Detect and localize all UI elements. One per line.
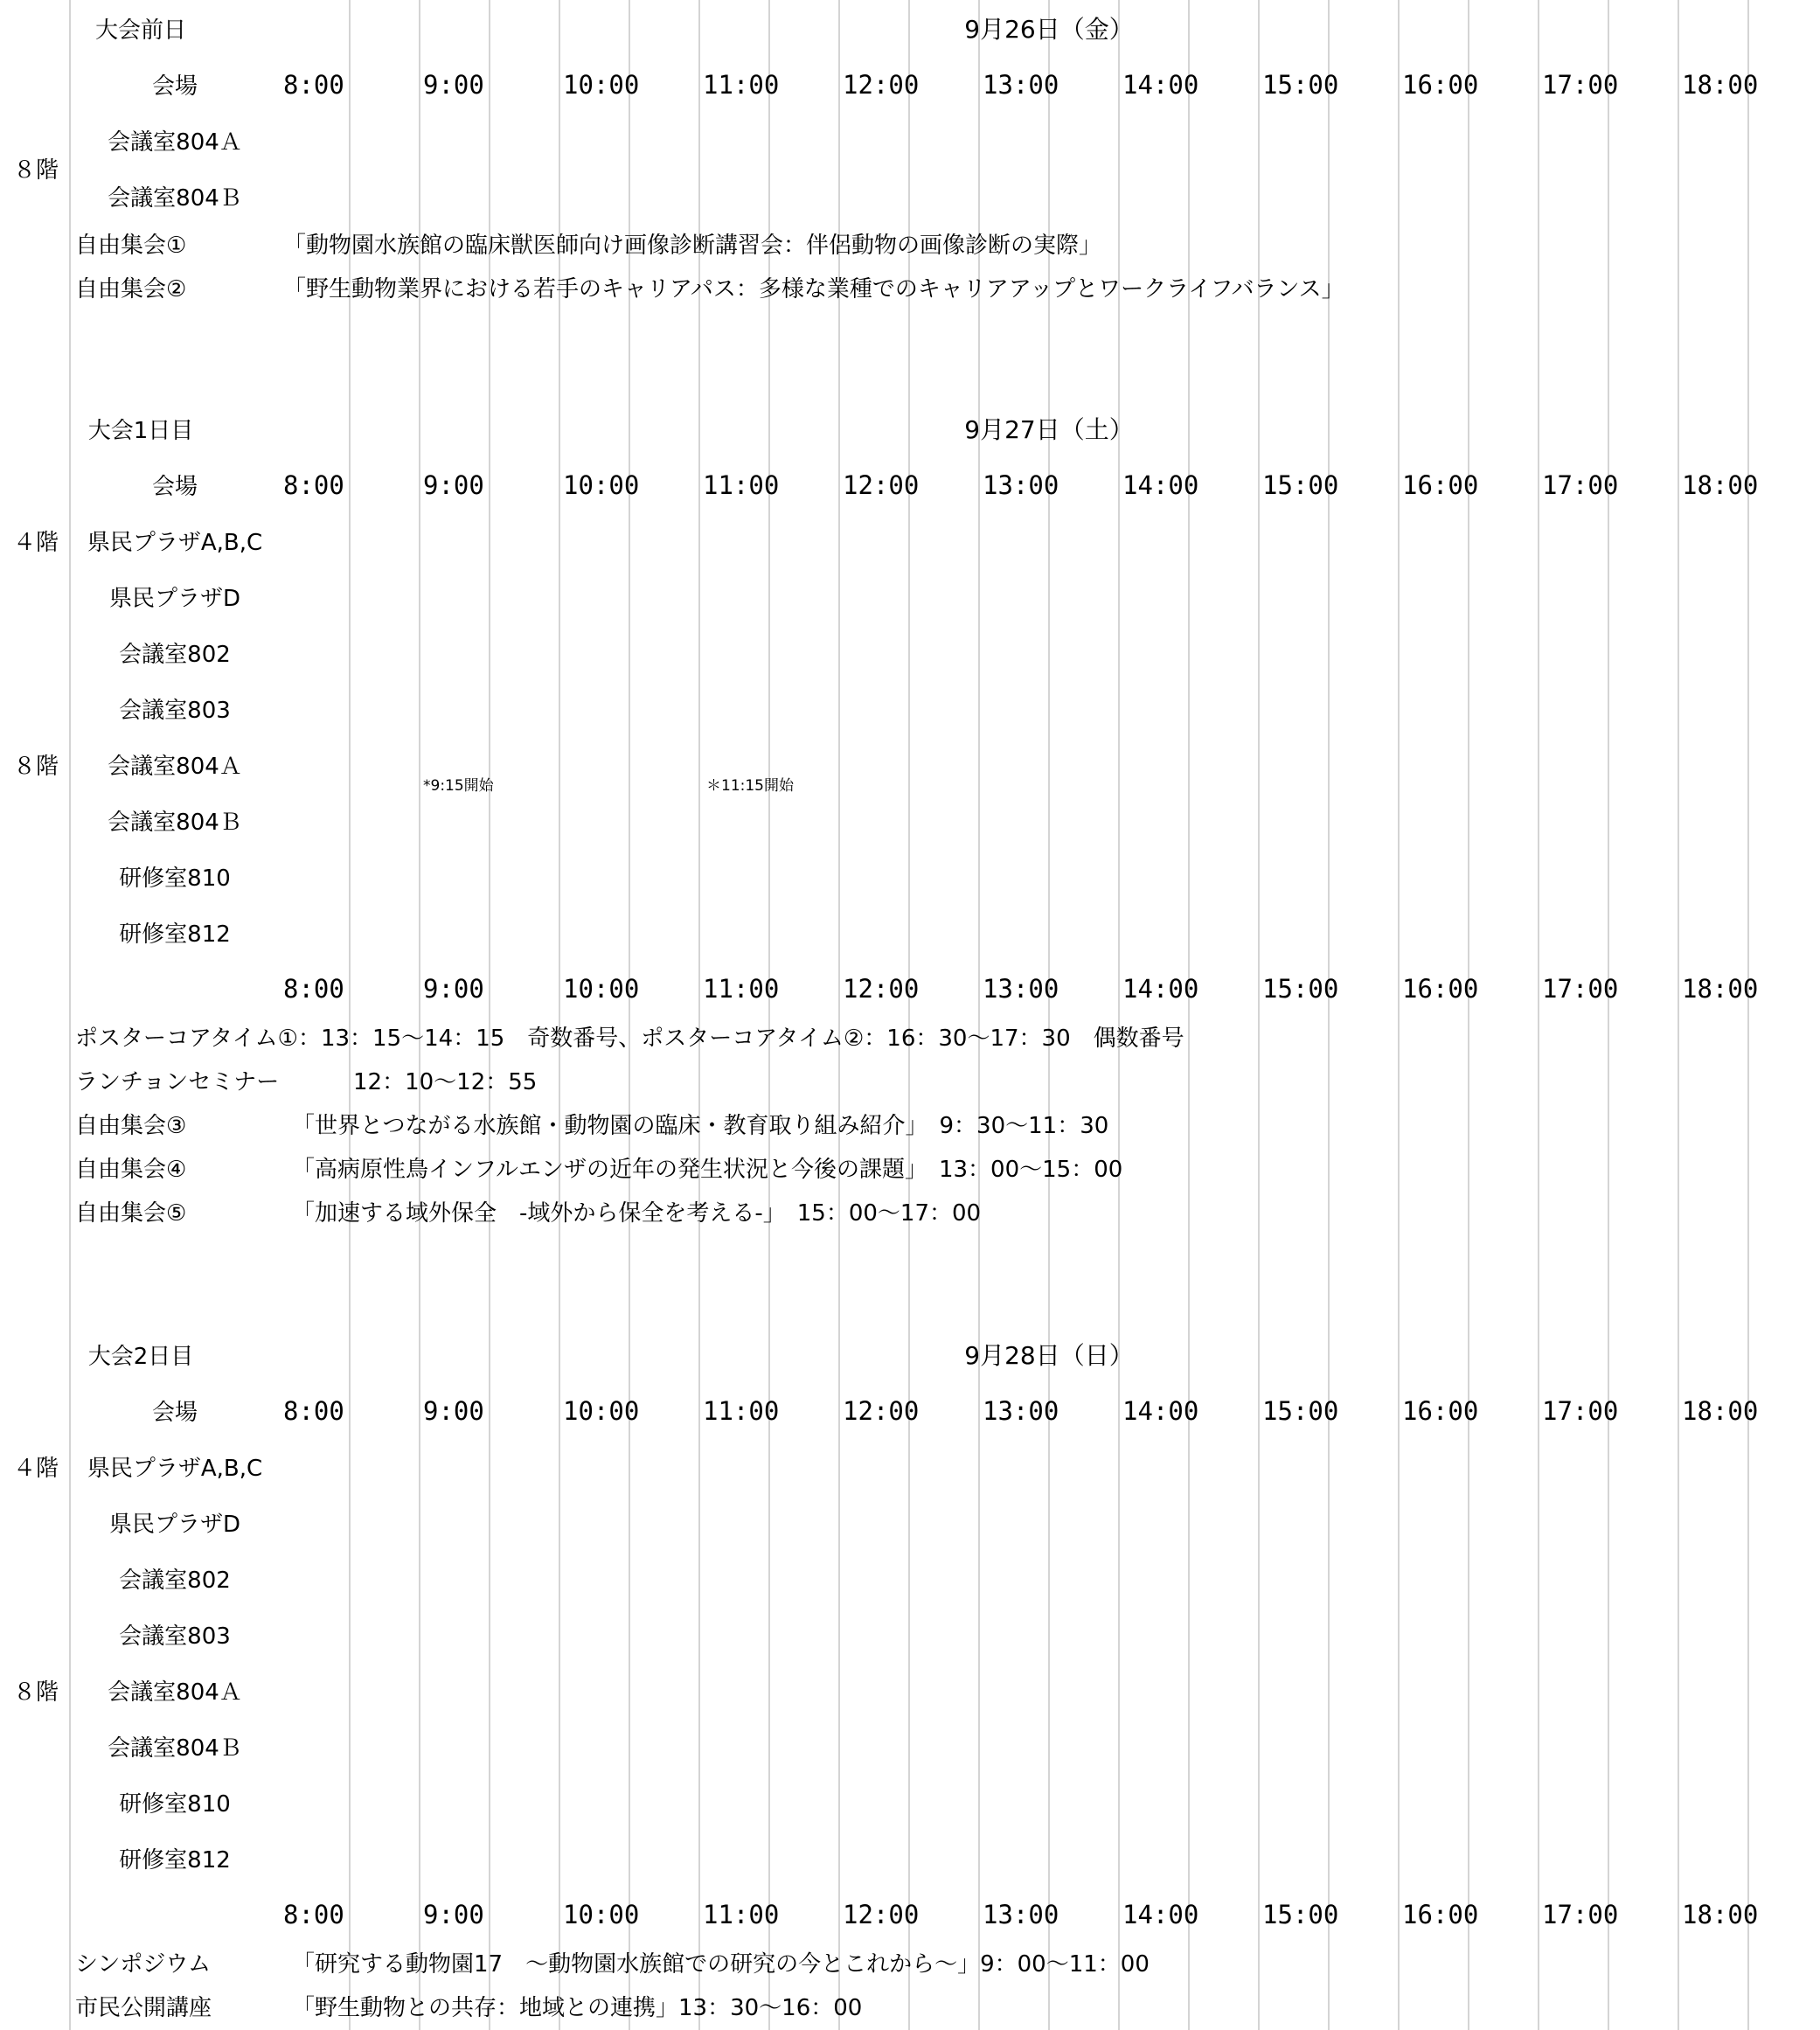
day2-date: 9月28日（日） [964, 1341, 1134, 1370]
day1-note-label: 自由集会⑤ [75, 1200, 187, 1227]
day1-note-label: ポスターコアタイム①：13：15〜14：15 奇数番号、ポスターコアタイム②：16：30〜17：30 偶数番号 [75, 1025, 1184, 1052]
day0-note-text: 「動物園水族館の臨床獣医師向け画像診断講習会：伴侶動物の画像診断の実際」 [283, 233, 1102, 259]
time-label: 17:00 [1542, 470, 1619, 500]
day0-venue-label: 会場 [151, 73, 198, 100]
grid-line [1188, 0, 1190, 2030]
time-label: 8:00 [283, 1396, 344, 1426]
time-label: 13:00 [983, 1900, 1059, 1929]
grid-line [1747, 0, 1749, 2030]
time-label: 17:00 [1542, 1396, 1619, 1426]
time-label: 9:00 [423, 974, 484, 1004]
day1-remark: ＊11:15開始 [706, 777, 794, 795]
grid-line [1258, 0, 1260, 2030]
day1-venue-label: 会場 [151, 473, 198, 500]
day2-room: 県民プラザD [108, 1511, 241, 1538]
day0-date: 9月26日（金） [964, 15, 1134, 44]
day1-date: 9月27日（土） [964, 415, 1134, 444]
day2-room: 県民プラザA,B,C [87, 1455, 263, 1482]
grid-line [768, 0, 770, 2030]
grid-line [489, 0, 490, 2030]
time-label: 8:00 [283, 974, 344, 1004]
day1-floor-4: ４階 [12, 529, 59, 556]
time-label: 16:00 [1402, 470, 1479, 500]
day1-note-text: 「世界とつながる水族館・動物園の臨床・教育取り組み紹介」 9：30〜11：30 [292, 1113, 1109, 1139]
time-label: 13:00 [983, 1396, 1059, 1426]
time-label: 17:00 [1542, 1900, 1619, 1929]
day1-room: 研修室810 [119, 865, 231, 892]
day2-room: 研修室812 [119, 1846, 231, 1874]
time-label: 15:00 [1262, 470, 1339, 500]
time-label: 15:00 [1262, 1900, 1339, 1929]
day2-note-label: シンポジウム [75, 1951, 212, 1978]
day1-note-label: 自由集会③ [75, 1113, 187, 1139]
day0-note-text: 「野生動物業界における若手のキャリアパス：多様な業種でのキャリアアップとワークライフバランス」 [283, 276, 1344, 302]
day1-room: 会議室802 [119, 641, 231, 668]
time-label: 11:00 [703, 974, 780, 1004]
time-label: 8:00 [283, 70, 344, 100]
grid-line [908, 0, 910, 2030]
time-label: 13:00 [983, 470, 1059, 500]
grid-line [1608, 0, 1609, 2030]
time-label: 13:00 [983, 70, 1059, 100]
time-label: 10:00 [563, 1396, 640, 1426]
day2-note-text: 「野生動物との共存：地域との連携」13：30〜16：00 [292, 1995, 863, 2021]
time-label: 12:00 [843, 470, 920, 500]
day1-note-label: ランチョンセミナー [75, 1069, 280, 1095]
time-label: 18:00 [1682, 1396, 1759, 1426]
day0-floor-8: ８階 [12, 156, 59, 184]
day2-floor-8: ８階 [12, 1679, 59, 1706]
time-label: 11:00 [703, 1396, 780, 1426]
time-label: 9:00 [423, 1396, 484, 1426]
time-label: 14:00 [1122, 974, 1199, 1004]
day0-note-label: 自由集会① [75, 233, 187, 259]
time-label: 10:00 [563, 70, 640, 100]
day1-note-label: 自由集会④ [75, 1157, 187, 1183]
day2-note-label: 市民公開講座 [75, 1995, 212, 2021]
day1-room: 県民プラザD [108, 585, 241, 612]
time-label: 14:00 [1122, 1900, 1199, 1929]
day1-room: 会議室803 [119, 697, 231, 724]
time-label: 12:00 [843, 70, 920, 100]
day1-note-text: 「高病原性鳥インフルエンザの近年の発生状況と今後の課題」 13：00〜15：00 [292, 1157, 1123, 1183]
day2-room: 会議室804Ｂ [108, 1735, 242, 1762]
day1-room: 県民プラザA,B,C [87, 529, 263, 556]
time-label: 15:00 [1262, 70, 1339, 100]
time-label: 11:00 [703, 1900, 780, 1929]
day0-note-label: 自由集会② [75, 276, 187, 302]
day1-room: 会議室804Ａ [108, 753, 242, 780]
time-label: 11:00 [703, 70, 780, 100]
time-label: 12:00 [843, 974, 920, 1004]
grid-line [838, 0, 840, 2030]
time-label: 13:00 [983, 974, 1059, 1004]
time-label: 10:00 [563, 1900, 640, 1929]
day2-floor-4: ４階 [12, 1455, 59, 1482]
day1-label: 大会1日目 [87, 417, 194, 444]
day2-note-text: 「研究する動物園17 〜動物園水族館での研究の今とこれから〜」9：00〜11：00 [292, 1951, 1150, 1978]
day1-room: 会議室804Ｂ [108, 809, 242, 836]
day0-label: 大会前日 [94, 17, 186, 44]
time-label: 16:00 [1402, 974, 1479, 1004]
grid-line [1118, 0, 1120, 2030]
time-label: 18:00 [1682, 70, 1759, 100]
day2-room: 研修室810 [119, 1790, 231, 1818]
day1-room: 研修室812 [119, 921, 231, 948]
grid-line [629, 0, 630, 2030]
grid-line [349, 0, 351, 2030]
day0-room: 会議室804Ｂ [108, 184, 242, 212]
day2-venue-label: 会場 [151, 1399, 198, 1426]
time-label: 10:00 [563, 470, 640, 500]
time-label: 8:00 [283, 470, 344, 500]
time-label: 14:00 [1122, 1396, 1199, 1426]
grid-line [1328, 0, 1330, 2030]
time-label: 12:00 [843, 1396, 920, 1426]
time-label: 15:00 [1262, 1396, 1339, 1426]
time-label: 9:00 [423, 1900, 484, 1929]
time-label: 17:00 [1542, 70, 1619, 100]
grid-line [698, 0, 700, 2030]
time-label: 16:00 [1402, 1900, 1479, 1929]
time-label: 14:00 [1122, 70, 1199, 100]
day1-note-text: 12：10〜12：55 [353, 1069, 538, 1095]
grid-line [1468, 0, 1469, 2030]
time-label: 9:00 [423, 70, 484, 100]
day2-room: 会議室803 [119, 1623, 231, 1650]
time-label: 18:00 [1682, 470, 1759, 500]
time-label: 15:00 [1262, 974, 1339, 1004]
time-label: 18:00 [1682, 974, 1759, 1004]
grid-line [1048, 0, 1050, 2030]
time-label: 17:00 [1542, 974, 1619, 1004]
grid-line [1538, 0, 1539, 2030]
time-label: 10:00 [563, 974, 640, 1004]
time-label: 14:00 [1122, 470, 1199, 500]
grid-line [559, 0, 560, 2030]
time-label: 9:00 [423, 470, 484, 500]
time-label: 18:00 [1682, 1900, 1759, 1929]
day1-note-text: 「加速する域外保全 -域外から保全を考える-」 15：00〜17：00 [292, 1200, 982, 1227]
day1-floor-8: ８階 [12, 753, 59, 780]
grid-line [1678, 0, 1679, 2030]
day0-room: 会議室804Ａ [108, 129, 242, 156]
day2-label: 大会2日目 [87, 1343, 194, 1370]
day2-room: 会議室804Ａ [108, 1679, 242, 1706]
grid-line [419, 0, 420, 2030]
time-label: 12:00 [843, 1900, 920, 1929]
time-label: 16:00 [1402, 70, 1479, 100]
time-label: 11:00 [703, 470, 780, 500]
grid-line [1398, 0, 1400, 2030]
grid-line [978, 0, 980, 2030]
day2-room: 会議室802 [119, 1567, 231, 1594]
time-label: 8:00 [283, 1900, 344, 1929]
day1-remark: *9:15開始 [423, 777, 494, 795]
time-label: 16:00 [1402, 1396, 1479, 1426]
